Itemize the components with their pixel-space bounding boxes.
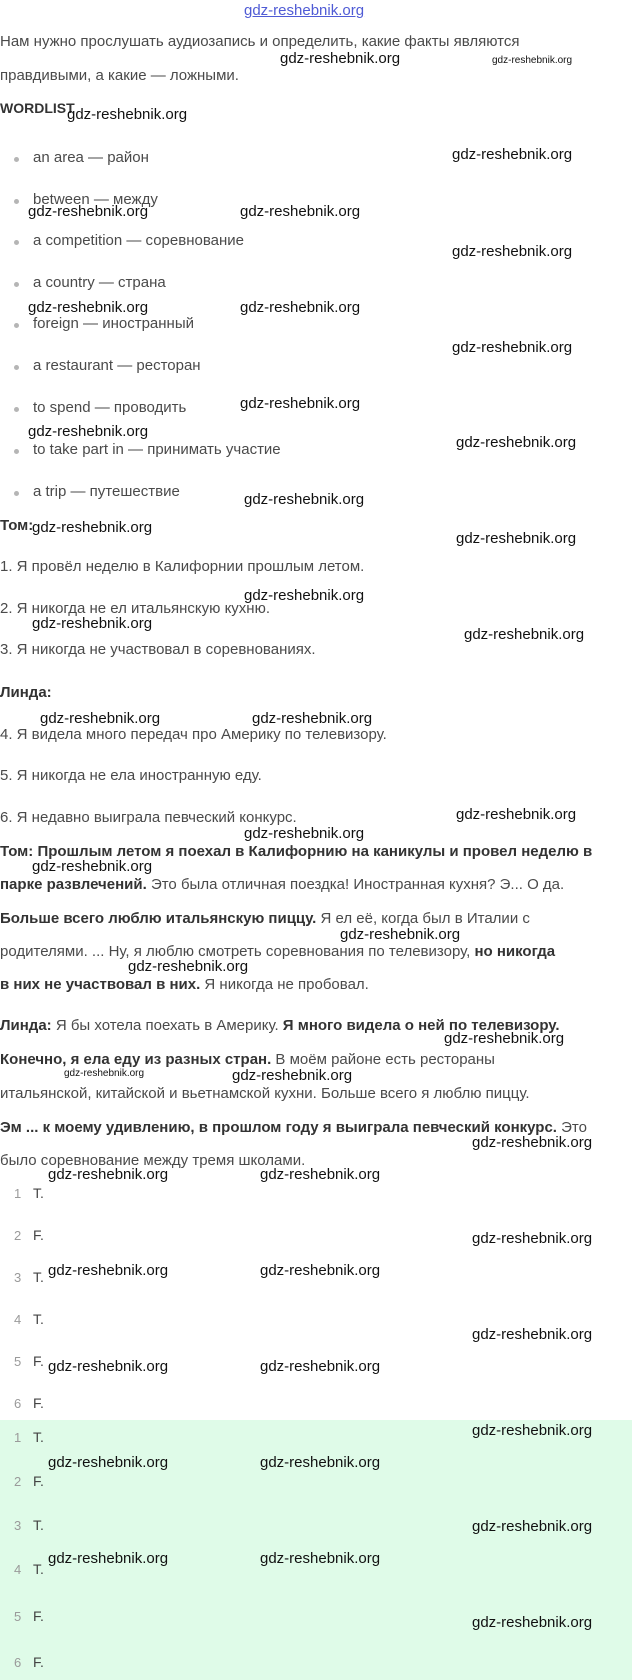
answer-value: T. [33,1429,44,1445]
watermark-text: gdz-reshebnik.org [244,491,365,508]
watermark-text: gdz-reshebnik.org [492,55,573,66]
bullet-icon [14,407,19,412]
watermark-text: gdz-reshebnik.org [64,1068,145,1079]
answer-number: 6 [14,1655,22,1670]
watermark-text: gdz-reshebnik.org [260,1550,381,1567]
wordlist-title: WORDLIST [0,100,75,116]
transcript-text: Это была отличная поездка! Иностранная кухня? Э... О да. [146,876,565,893]
watermark-text: gdz-reshebnik.org [452,243,573,260]
transcript-text: В моём районе есть рестораны [271,1051,495,1068]
bullet-icon [14,365,19,370]
answer-value: T. [33,1185,44,1201]
wordlist-item: to take part in — принимать участие [33,441,281,458]
answer-number: 2 [14,1228,22,1243]
tom-fact: 2. Я никогда не ел итальянскую кухню. [0,600,271,617]
answer-value: F. [33,1227,44,1243]
bullet-icon [14,491,19,496]
answer-number: 3 [14,1270,22,1285]
watermark-text: gdz-reshebnik.org [260,1358,381,1375]
watermark-text: gdz-reshebnik.org [444,1030,565,1047]
answer-number: 4 [14,1562,22,1577]
watermark-text: gdz-reshebnik.org [472,1518,593,1535]
watermark-text: gdz-reshebnik.org [28,299,149,316]
watermark-text: gdz-reshebnik.org [48,1550,169,1567]
transcript-bold: Эм ... к моему удивлению, в прошлом году я выиграла певческий конкурс. [0,1119,557,1136]
watermark-text: gdz-reshebnik.org [260,1262,381,1279]
answer-number: 5 [14,1609,22,1624]
transcript-bold: в них не участвовал в них. [0,976,201,993]
answer-number: 6 [14,1396,22,1411]
intro-line-1: Нам нужно прослушать аудиозапись и определить, какие факты являются [0,33,520,50]
tom-fact: 3. Я никогда не участвовал в соревнованиях. [0,641,316,658]
watermark-text: gdz-reshebnik.org [32,519,153,536]
watermark-text: gdz-reshebnik.org [456,530,577,547]
bullet-icon [14,449,19,454]
answer-number: 1 [14,1430,22,1445]
watermark-text: gdz-reshebnik.org [464,626,585,643]
watermark-text: gdz-reshebnik.org [48,1166,169,1183]
watermark-text: gdz-reshebnik.org [456,434,577,451]
transcript-text: Я никогда не пробовал. [200,976,369,993]
wordlist-item: a competition — соревнование [33,232,244,249]
linda-fact: 6. Я недавно выиграла певческий конкурс. [0,809,297,826]
watermark-text: gdz-reshebnik.org [240,299,361,316]
watermark-text: gdz-reshebnik.org [232,1067,353,1084]
watermark-text: gdz-reshebnik.org [48,1358,169,1375]
transcript-text: Я ел её, когда был в Италии с [316,910,530,927]
answer-value: F. [33,1608,44,1624]
transcript-bold: Больше всего люблю итальянскую пиццу. [0,910,317,927]
watermark-text: gdz-reshebnik.org [260,1454,381,1471]
watermark-text: gdz-reshebnik.org [32,615,153,632]
transcript-line: Том: Прошлым летом я поехал в Калифорнию на каникулы и провел неделю в [0,843,593,860]
transcript-line [0,876,564,894]
linda-label: Линда: [0,684,52,701]
watermark-text: gdz-reshebnik.org [472,1134,593,1151]
bullet-icon [14,240,19,245]
transcript-bold: парке развлечений. [0,876,147,893]
watermark-text: gdz-reshebnik.org [32,858,153,875]
bullet-icon [14,199,19,204]
watermark-text: gdz-reshebnik.org [452,146,573,163]
answer-value: T. [33,1311,44,1327]
watermark-text: gdz-reshebnik.org [28,203,149,220]
watermark-text: gdz-reshebnik.org [244,587,365,604]
answer-value: F. [33,1473,44,1489]
answer-value: F. [33,1395,44,1411]
wordlist-item: a country — страна [33,274,166,291]
answer-number: 3 [14,1518,22,1533]
answer-value: T. [33,1269,44,1285]
answer-value: T. [33,1561,44,1577]
wordlist-item: a trip — путешествие [33,483,180,500]
bullet-icon [14,282,19,287]
watermark-text: gdz-reshebnik.org [472,1230,593,1247]
watermark-text: gdz-reshebnik.org [48,1262,169,1279]
transcript-text: Я бы хотела поехать в Америку. [51,1017,279,1034]
watermark-text: gdz-reshebnik.org [280,50,401,67]
watermark-text: gdz-reshebnik.org [472,1614,593,1631]
bullet-icon [14,323,19,328]
linda-fact: 5. Я никогда не ела иностранную еду. [0,767,262,784]
watermark-text: gdz-reshebnik.org [240,203,361,220]
bullet-icon [14,157,19,162]
tom-fact: 1. Я провёл неделю в Калифорнии прошлым летом. [0,558,365,575]
transcript-bold: Линда: [0,1017,52,1034]
watermark-text: gdz-reshebnik.org [340,926,461,943]
answer-value: F. [33,1654,44,1670]
linda-fact: 4. Я видела много передач про Америку по телевизору. [0,726,387,743]
watermark-text: gdz-reshebnik.org [260,1166,381,1183]
site-header-link[interactable]: gdz-reshebnik.org [244,2,365,19]
intro-line-2: правдивыми, а какие — ложными. [0,67,239,84]
wordlist-item: an area — район [33,149,149,166]
wordlist-item: between — между [33,191,158,208]
transcript-bold: Конечно, я ела еду из разных стран. [0,1051,272,1068]
tom-label: Том: [0,517,34,534]
transcript-line [0,976,369,994]
answer-number: 4 [14,1312,22,1327]
answer-value: T. [33,1517,44,1533]
watermark-text: gdz-reshebnik.org [472,1326,593,1343]
answer-number: 2 [14,1474,22,1489]
watermark-text: gdz-reshebnik.org [252,710,373,727]
wordlist-item: a restaurant — ресторан [33,357,201,374]
watermark-text: gdz-reshebnik.org [67,106,188,123]
watermark-text: gdz-reshebnik.org [472,1422,593,1439]
transcript-text: родителями. ... Ну, я люблю смотреть соревнования по телевизору, [0,943,471,960]
watermark-text: gdz-reshebnik.org [452,339,573,356]
answer-value: F. [33,1353,44,1369]
watermark-text: gdz-reshebnik.org [28,423,149,440]
wordlist-item: foreign — иностранный [33,315,194,332]
answer-number: 1 [14,1186,22,1201]
transcript-bold: Я много видела о ней по телевизору. [278,1017,560,1034]
watermark-text: gdz-reshebnik.org [48,1454,169,1471]
watermark-text: gdz-reshebnik.org [240,395,361,412]
watermark-text: gdz-reshebnik.org [128,958,249,975]
transcript-line [0,943,555,961]
watermark-text: gdz-reshebnik.org [40,710,161,727]
transcript-text: Это [556,1119,587,1136]
watermark-text: gdz-reshebnik.org [456,806,577,823]
transcript-line: было соревнование между тремя школами. [0,1152,306,1169]
transcript-line: итальянской, китайской и вьетнамской кухни. Больше всего я люблю пиццу. [0,1085,530,1102]
answer-number: 5 [14,1354,22,1369]
wordlist-item: to spend — проводить [33,399,187,416]
watermark-text: gdz-reshebnik.org [244,825,365,842]
transcript-bold: но никогда [470,943,556,960]
